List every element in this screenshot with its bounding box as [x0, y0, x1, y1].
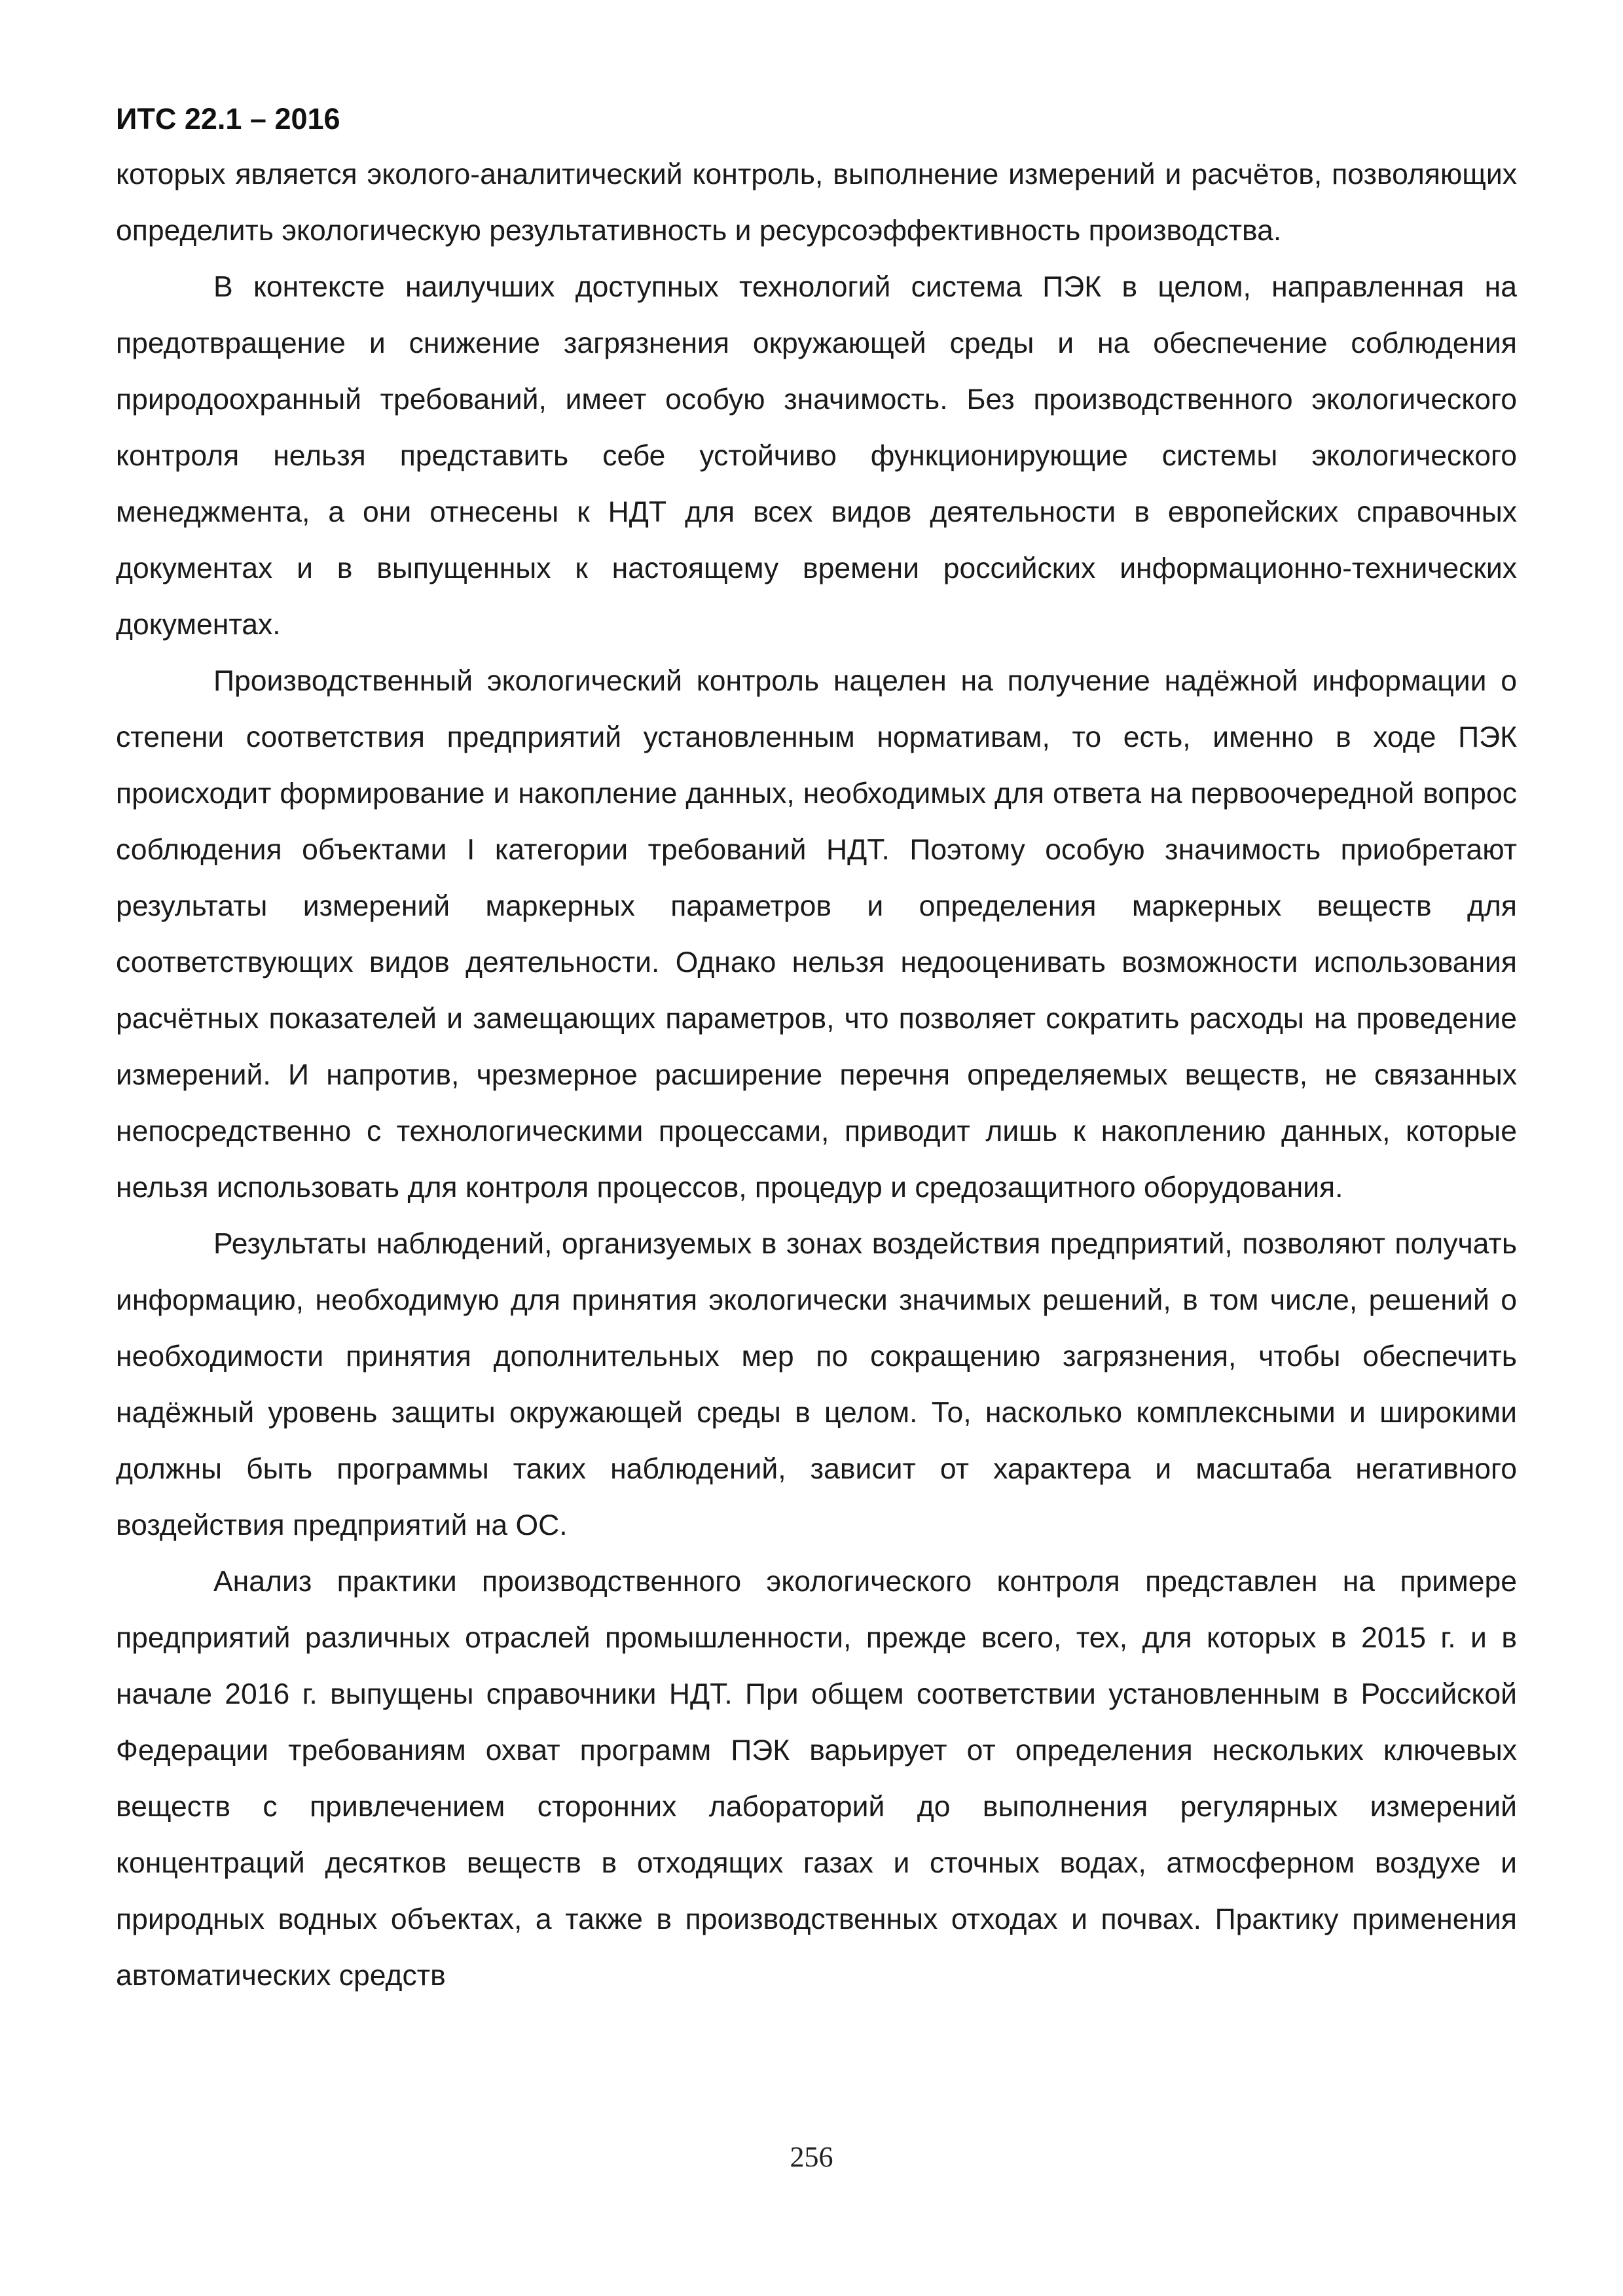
paragraph-3: Производственный экологический контроль нацелен на получение надёжной информации о степени соответствия предприятий установленным нормативам, то есть, именно в ходе ПЭК происходит формирование и накопление данных, необходимых для ответа на первоочередной вопрос соблюдения объектами I категории требований НДТ. Поэтому особую значимость приобретают результаты измерений маркерных параметров и определения маркерных веществ для соответствующих видов деятельности. Однако нельзя недооценивать возможности использования расчётных показателей и замещающих параметров, что позволяет сократить расходы на проведение измерений. И напротив, чрезмерное расширение перечня определяемых веществ, не связанных непосредственно с технологическими процессами, приводит лишь к накоплению данных, которые нельзя использовать для контроля процессов, процедур и средозащитного оборудования. — [116, 665, 1517, 1204]
paragraph-1: которых является эколого-аналитический контроль, выполнение измерений и расчётов, позволяющих определить экологическую результативность и ресурсоэффективность производства. — [116, 158, 1517, 247]
paragraph-5: Анализ практики производственного экологического контроля представлен на примере предприятий различных отраслей промышленности, прежде всего, тех, для которых в 2015 г. и в начале 2016 г. выпущены справочники НДТ. При общем соответствии установленным в Российской Федерации требованиям охват программ ПЭК варьирует от определения нескольких ключевых веществ с привлечением сторонних лабораторий до выполнения регулярных измерений концентраций десятков веществ в отходящих газах и сточных водах, атмосферном воздухе и природных водных объектах, а также в производственных отходах и почвах. Практику применения автоматических средств — [116, 1566, 1517, 1992]
paragraph-2: В контексте наилучших доступных технологий система ПЭК в целом, направленная на предотвращение и снижение загрязнения окружающей среды и на обеспечение соблюдения природоохранный требований, имеет особую значимость. Без производственного экологического контроля нельзя представить себе устойчиво функционирующие системы экологического менеджмента, а они отнесены к НДТ для всех видов деятельности в европейских справочных документах и в выпущенных к настоящему времени российских информационно-технических документах. — [116, 271, 1517, 641]
document-header: ИТС 22.1 – 2016 — [116, 102, 340, 135]
document-body — [116, 147, 1517, 2004]
paragraph-4: Результаты наблюдений, организуемых в зонах воздействия предприятий, позволяют получать информацию, необходимую для принятия экологически значимых решений, в том числе, решений о необходимости принятия дополнительных мер по сокращению загрязнения, чтобы обеспечить надёжный уровень защиты окружающей среды в целом. То, насколько комплексными и широкими должны быть программы таких наблюдений, зависит от характера и масштаба негативного воздействия предприятий на ОС. — [116, 1228, 1517, 1541]
page-number: 256 — [790, 2141, 833, 2173]
